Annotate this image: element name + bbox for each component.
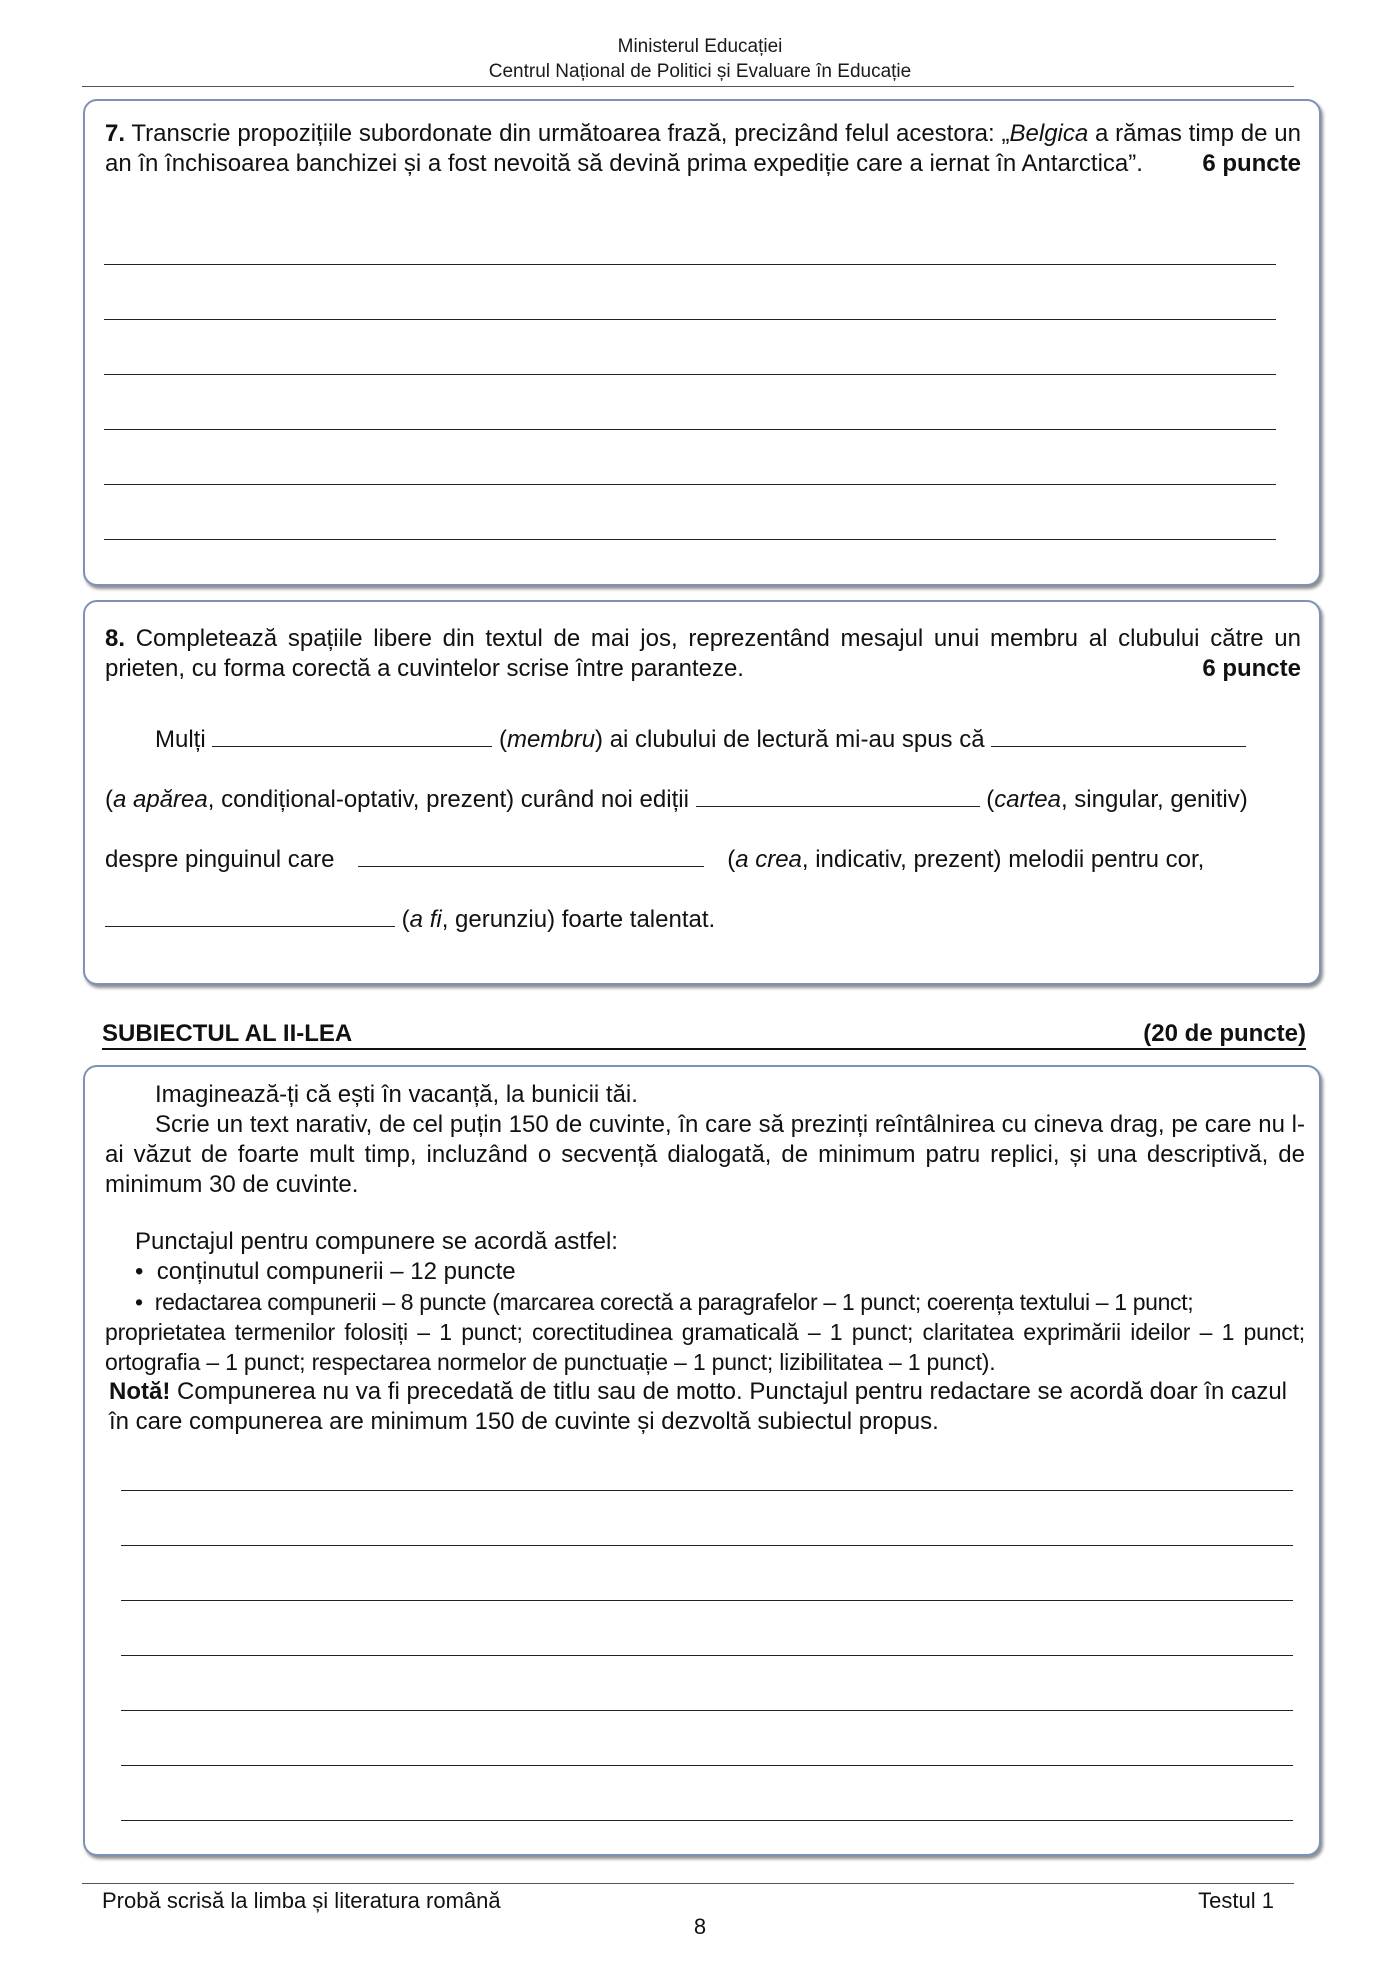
scoring-item: • redactarea compunerii – 8 puncte (marcarea corectă a paragrafelor – 1 punct; coerența textului – 1 punct; bbox=[135, 1289, 1194, 1315]
answer-line[interactable] bbox=[104, 374, 1276, 375]
answer-line[interactable] bbox=[121, 1655, 1293, 1656]
question-7-box bbox=[83, 99, 1321, 586]
scoring-intro: Punctajul pentru compunere se acordă astfel: bbox=[135, 1228, 618, 1255]
question-7-text: 7. Transcrie propozițiile subordonate din următoarea frază, precizând felul acestora: „Belgica a rămas timp de un an în închisoarea banchizei și a fost nevoită să devină prima expediție care a iernat în Antarctica”. 6 puncte bbox=[105, 120, 1301, 177]
page-header bbox=[0, 34, 1400, 84]
blank-field[interactable] bbox=[696, 782, 980, 807]
composition-context: Imaginează-ți că ești în vacanță, la bunicii tăi. bbox=[155, 1081, 638, 1108]
fill-line-1: Mulți (membru) ai clubului de lectură mi-au spus că bbox=[105, 722, 1313, 755]
answer-line[interactable] bbox=[121, 1545, 1293, 1546]
answer-line[interactable] bbox=[121, 1490, 1293, 1491]
footer-divider bbox=[82, 1883, 1294, 1884]
bullet-icon: • bbox=[135, 1258, 144, 1285]
blank-field[interactable] bbox=[991, 722, 1246, 747]
answer-line[interactable] bbox=[121, 1600, 1293, 1601]
ministry-name: Ministerul Educației bbox=[617, 36, 783, 57]
page-number: 8 bbox=[693, 1914, 707, 1939]
answer-line[interactable] bbox=[104, 319, 1276, 320]
blank-field[interactable] bbox=[358, 842, 704, 867]
answer-line[interactable] bbox=[121, 1710, 1293, 1711]
question-number: 7. bbox=[105, 120, 126, 147]
fill-line-3: despre pinguinul care (a crea, indicativ, prezent) melodii pentru cor, bbox=[105, 842, 1313, 875]
scoring-item: • conținutul compunerii – 12 puncte bbox=[135, 1258, 516, 1285]
composition-box bbox=[83, 1065, 1321, 1856]
question-8-box bbox=[83, 600, 1321, 985]
question-8-text: 8. Completează spațiile libere din textul de mai jos, reprezentând mesajul unui membru al clubului către un prieten, cu forma corectă a cuvintelor scrise între paranteze. 6 puncte bbox=[105, 625, 1301, 682]
composition-note: Notă! Compunerea nu va fi precedată de titlu sau de motto. Punctajul pentru redactare se acordă doar în cazul în care compunerea are minimum 150 de cuvinte și dezvoltă subiectul propus. bbox=[109, 1378, 1287, 1435]
header-divider bbox=[82, 86, 1294, 87]
answer-line[interactable] bbox=[104, 539, 1276, 540]
answer-line[interactable] bbox=[121, 1765, 1293, 1766]
answer-line[interactable] bbox=[104, 484, 1276, 485]
answer-line[interactable] bbox=[104, 429, 1276, 430]
answer-line[interactable] bbox=[121, 1820, 1293, 1821]
answer-line[interactable] bbox=[104, 264, 1276, 265]
center-name: Centrul Național de Politici și Evaluare în Educație bbox=[488, 61, 912, 82]
composition-task: Scrie un text narativ, de cel puțin 150 de cuvinte, în care să prezinți reîntâlnirea cu cineva drag, pe care nu l-ai văzut de foarte mult timp, incluzând o secvență dialogată, de minimum patru replici, și una descriptivă, de minimum 30 de cuvinte. bbox=[105, 1111, 1305, 1198]
question-8-points: 6 puncte bbox=[1202, 655, 1301, 682]
exam-name: Probă scrisă la limba și literatura română bbox=[102, 1888, 501, 1913]
bullet-icon: • bbox=[135, 1289, 143, 1315]
blank-field[interactable] bbox=[105, 902, 395, 927]
section-2-score: (20 de puncte) bbox=[1143, 1020, 1306, 1047]
fill-line-2: (a apărea, condițional-optativ, prezent) curând noi ediții (cartea, singular, genitiv) bbox=[105, 782, 1313, 815]
fill-line-4: (a fi, gerunziu) foarte talentat. bbox=[105, 902, 1313, 935]
question-number: 8. bbox=[105, 625, 126, 652]
scoring-item-continued: proprietatea termenilor folosiți – 1 punct; corectitudinea gramaticală – 1 punct; claritatea exprimării ideilor – 1 punct; ortografia – 1 punct; respectarea normelor de punctuație – 1 punct; lizibilitatea – 1 punct). bbox=[105, 1319, 1305, 1375]
section-2-title: SUBIECTUL AL II-LEA (20 de puncte) bbox=[102, 1020, 1306, 1050]
blank-field[interactable] bbox=[212, 722, 492, 747]
question-7-points: 6 puncte bbox=[1202, 150, 1301, 177]
test-number: Testul 1 bbox=[1198, 1888, 1274, 1913]
note-label: Notă! bbox=[109, 1378, 171, 1405]
